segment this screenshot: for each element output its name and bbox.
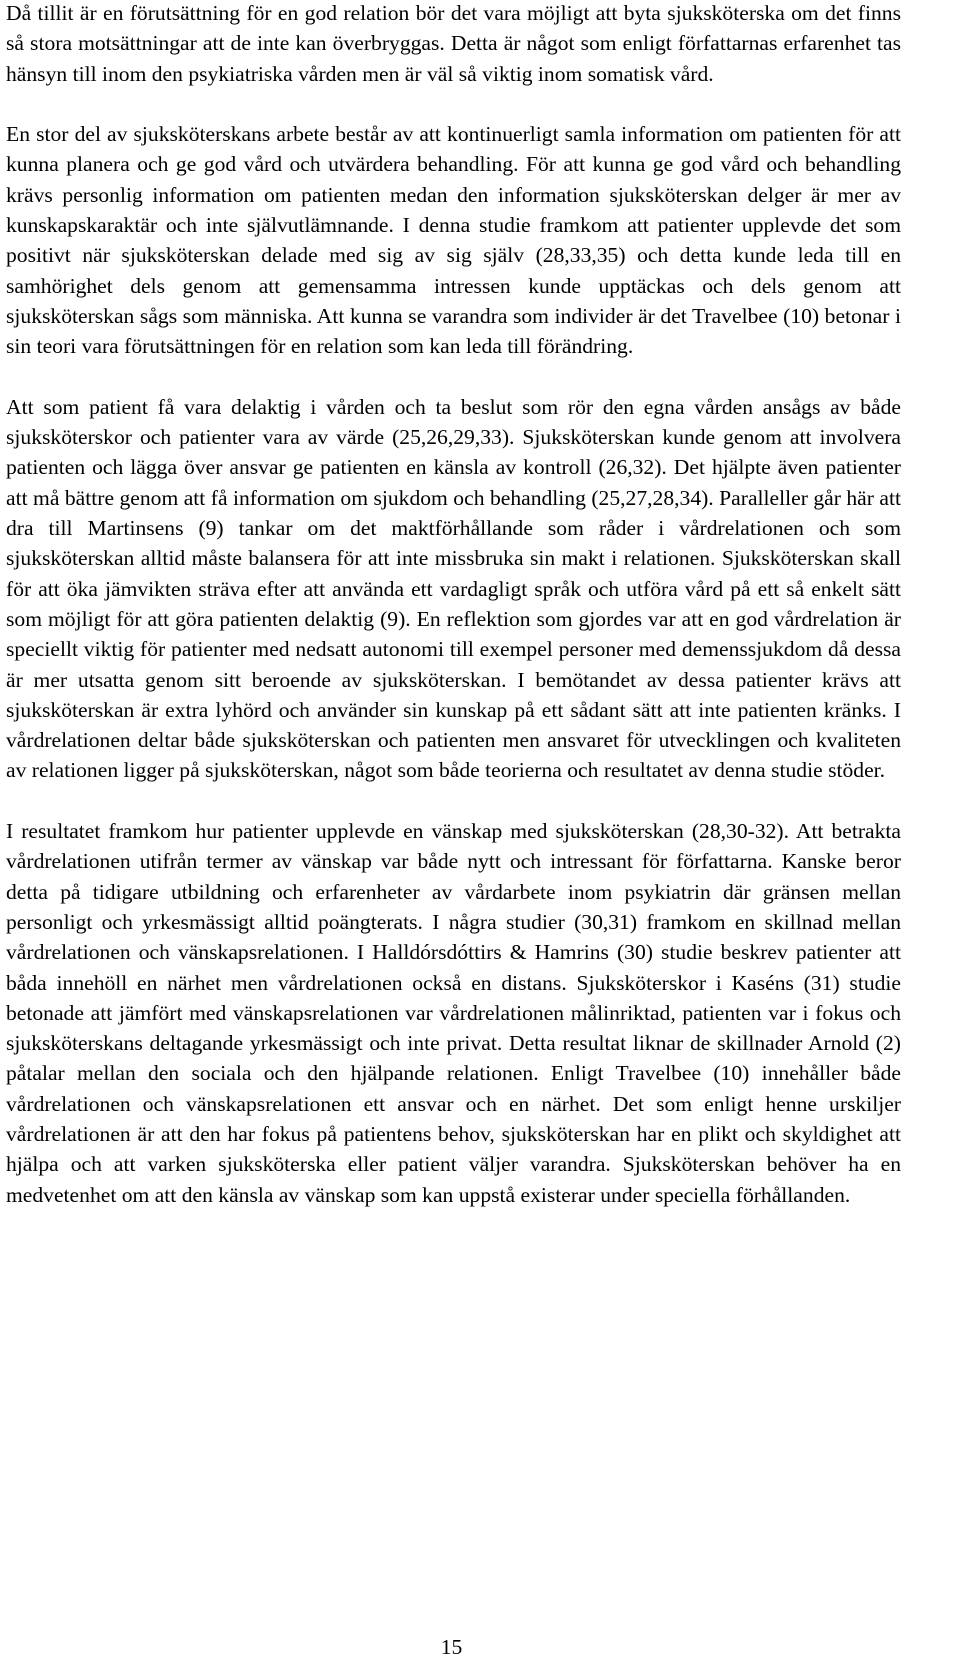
paragraph-information: En stor del av sjuksköterskans arbete består av att kontinuerligt samla information om patienten för att kunna planera och ge god vård och utvärdera behandling. För att kunna ge god vård och behandling krävs personlig information om patienten medan den information sjuksköterskan delger är mer av kunskapskaraktär och inte självutlämnande. I denna studie framkom att patienter upplevde det som positivt när sjuksköterskan delade med sig av sig själv (28,33,35) och detta kunde leda till en samhörighet dels genom att gemensamma intressen kunde upptäckas och dels genom att sjuksköterskan sågs som människa. Att kunna se varandra som individer är det Travelbee (10) betonar i sin teori vara förutsättningen för en relation som kan leda till förändring. bbox=[6, 122, 901, 359]
paragraph-delaktighet: Att som patient få vara delaktig i vården och ta beslut som rör den egna vården ansågs av både sjuksköterskor och patienter vara av värde (25,26,29,33). Sjuksköterskan kunde genom att involvera patienten och lägga över ansvar ge patienten en känsla av kontroll (26,32). Det hjälpte även patienter att må bättre genom att få information om sjukdom och behandling (25,27,28,34). Paralleller går här att dra till Martinsens (9) tankar om det maktförhållande som råder i vårdrelationen och som sjuksköterskan alltid måste balansera för att inte missbruka sin makt i relationen. Sjuksköterskan skall för att öka jämvikten sträva efter att använda ett vardagligt språk och utföra vård på ett så enkelt sätt som möjligt för att göra patienten delaktig (9). En reflektion som gjordes var att en god vårdrelation är speciellt viktig för patienter med nedsatt autonomi till exempel personer med demenssjukdom då dessa är mer utsatta genom sitt beroende av sjuksköterskan. I bemötandet av dessa patienter krävs att sjuksköterskan är extra lyhörd och använder sin kunskap på ett sådant sätt att inte patienten kränks. I vårdrelationen deltar både sjuksköterskan och patienten men ansvaret för utvecklingen och kvaliteten av relationen ligger på sjuksköterskan, något som både teorierna och resultatet av denna studie stöder. bbox=[6, 394, 901, 783]
paragraph-vanskap: I resultatet framkom hur patienter upplevde en vänskap med sjuksköterskan (28,30-32). Att betrakta vårdrelationen utifrån termer av vänskap var både nytt och intressant för författarna. Kanske beror detta på tidigare utbildning och erfarenheter av vårdarbete inom psykiatrin där gränsen mellan personligt och yrkesmässigt alltid poängterats. I några studier (30,31) framkom en skillnad mellan vårdrelationen och vänskapsrelationen. I Halldórsdóttirs & Hamrins (30) studie beskrev patienter att båda innehöll en närhet men vårdrelationen också en distans. Sjuksköterskor i Kaséns (31) studie betonade att jämfört med vänskapsrelationen var vårdrelationen målinriktad, patienten var i fokus och sjuksköterskans deltagande yrkesmässigt och inte privat. Detta resultat liknar de skillnader Arnold (2) påtalar mellan den sociala och den hjälpande relationen. Enligt Travelbee (10) innehåller både vårdrelationen och vänskapsrelationen ett ansvar och en närhet. Det som enligt henne urskiljer vårdrelationen är att den har fokus på patientens behov, sjuksköterskan har en plikt och skyldighet att hjälpa och att varken sjuksköterska eller patient väljer varandra. Sjuksköterskan behöver ha en medvetenhet om att den känsla av vänskap som kan uppstå existerar under speciella förhållanden. bbox=[6, 819, 901, 1207]
page-number: 15 bbox=[440, 1635, 463, 1659]
paragraph-tillit: Då tillit är en förutsättning för en god relation bör det vara möjligt att byta sjuksköterska om det finns så stora motsättningar att de inte kan överbryggas. Detta är något som enligt författarnas erfarenhet tas hänsyn till inom den psykiatriska vården men är väl så viktig inom somatisk vård. bbox=[6, 1, 901, 86]
document-body bbox=[6, 0, 901, 1240]
